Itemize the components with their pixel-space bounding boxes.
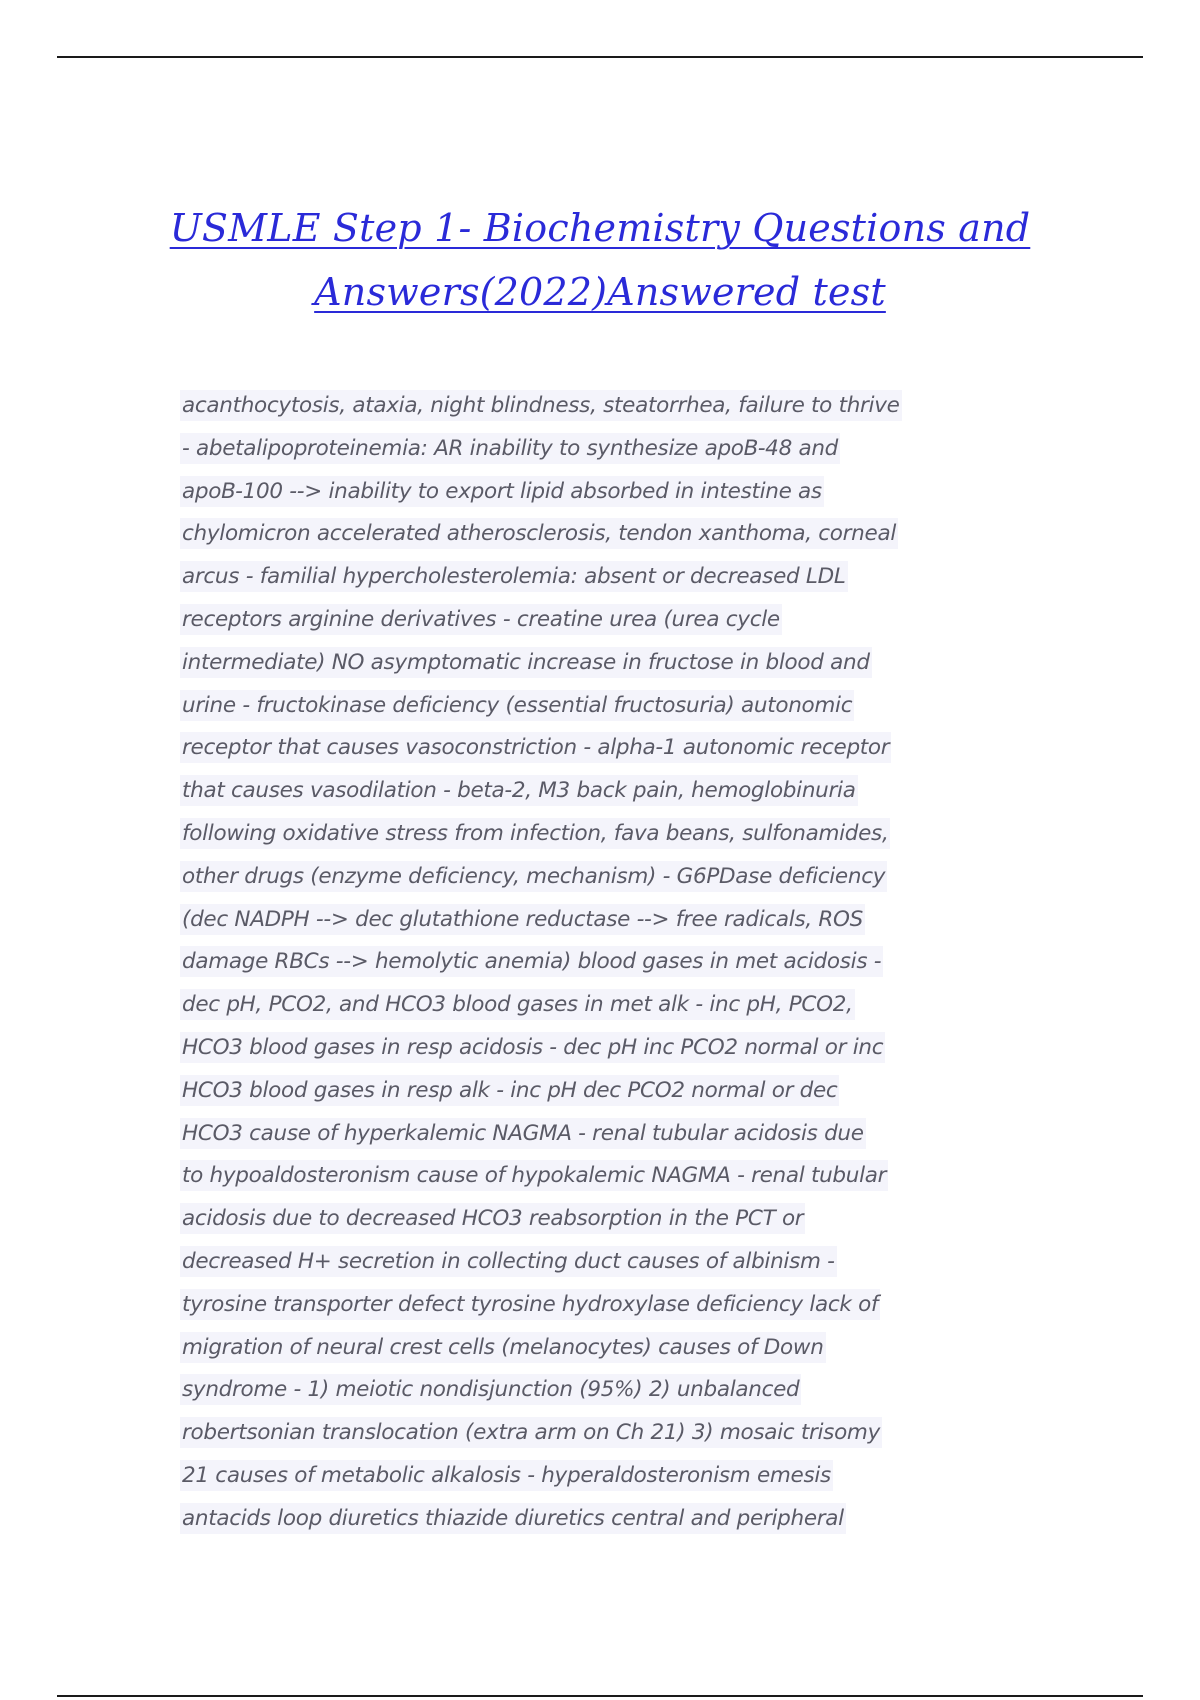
text-line: to hypoaldosteronism cause of hypokalemic NAGMA - renal tubular bbox=[180, 1155, 1025, 1198]
text-line: - abetalipoproteinemia: AR inability to synthesize apoB-48 and bbox=[180, 428, 1025, 471]
text-line: receptors arginine derivatives - creatine urea (urea cycle bbox=[180, 599, 1025, 642]
text-line: arcus - familial hypercholesterolemia: absent or decreased LDL bbox=[180, 556, 1025, 599]
text-line: damage RBCs --> hemolytic anemia) blood gases in met acidosis - bbox=[180, 941, 1025, 984]
document-title bbox=[140, 196, 1060, 324]
text-line: receptor that causes vasoconstriction - alpha-1 autonomic receptor bbox=[180, 727, 1025, 770]
title-line-2: Answers(2022)Answered test bbox=[314, 270, 886, 314]
text-line: robertsonian translocation (extra arm on Ch 21) 3) mosaic trisomy bbox=[180, 1412, 1025, 1455]
text-line: following oxidative stress from infection, fava beans, sulfonamides, bbox=[180, 813, 1025, 856]
text-line: chylomicron accelerated atherosclerosis, tendon xanthoma, corneal bbox=[180, 513, 1025, 556]
title-line-1: USMLE Step 1- Biochemistry Questions and bbox=[169, 206, 1031, 250]
text-line: acidosis due to decreased HCO3 reabsorption in the PCT or bbox=[180, 1198, 1025, 1241]
document-body bbox=[180, 385, 1025, 1541]
text-line: HCO3 cause of hyperkalemic NAGMA - renal tubular acidosis due bbox=[180, 1113, 1025, 1156]
text-line: intermediate) NO asymptomatic increase in fructose in blood and bbox=[180, 642, 1025, 685]
text-line: HCO3 blood gases in resp acidosis - dec pH inc PCO2 normal or inc bbox=[180, 1027, 1025, 1070]
text-line: 21 causes of metabolic alkalosis - hyperaldosteronism emesis bbox=[180, 1455, 1025, 1498]
bottom-rule bbox=[57, 1695, 1143, 1697]
top-rule bbox=[57, 56, 1143, 58]
text-line: HCO3 blood gases in resp alk - inc pH dec PCO2 normal or dec bbox=[180, 1070, 1025, 1113]
text-line: apoB-100 --> inability to export lipid absorbed in intestine as bbox=[180, 471, 1025, 514]
text-line: dec pH, PCO2, and HCO3 blood gases in met alk - inc pH, PCO2, bbox=[180, 984, 1025, 1027]
text-line: tyrosine transporter defect tyrosine hydroxylase deficiency lack of bbox=[180, 1284, 1025, 1327]
text-line: other drugs (enzyme deficiency, mechanism) - G6PDase deficiency bbox=[180, 856, 1025, 899]
text-line: (dec NADPH --> dec glutathione reductase --> free radicals, ROS bbox=[180, 899, 1025, 942]
text-line: that causes vasodilation - beta-2, M3 back pain, hemoglobinuria bbox=[180, 770, 1025, 813]
text-line: antacids loop diuretics thiazide diuretics central and peripheral bbox=[180, 1498, 1025, 1541]
text-line: syndrome - 1) meiotic nondisjunction (95%) 2) unbalanced bbox=[180, 1369, 1025, 1412]
text-line: acanthocytosis, ataxia, night blindness, steatorrhea, failure to thrive bbox=[180, 385, 1025, 428]
text-line: migration of neural crest cells (melanocytes) causes of Down bbox=[180, 1327, 1025, 1370]
text-line: decreased H+ secretion in collecting duct causes of albinism - bbox=[180, 1241, 1025, 1284]
text-line: urine - fructokinase deficiency (essential fructosuria) autonomic bbox=[180, 685, 1025, 728]
